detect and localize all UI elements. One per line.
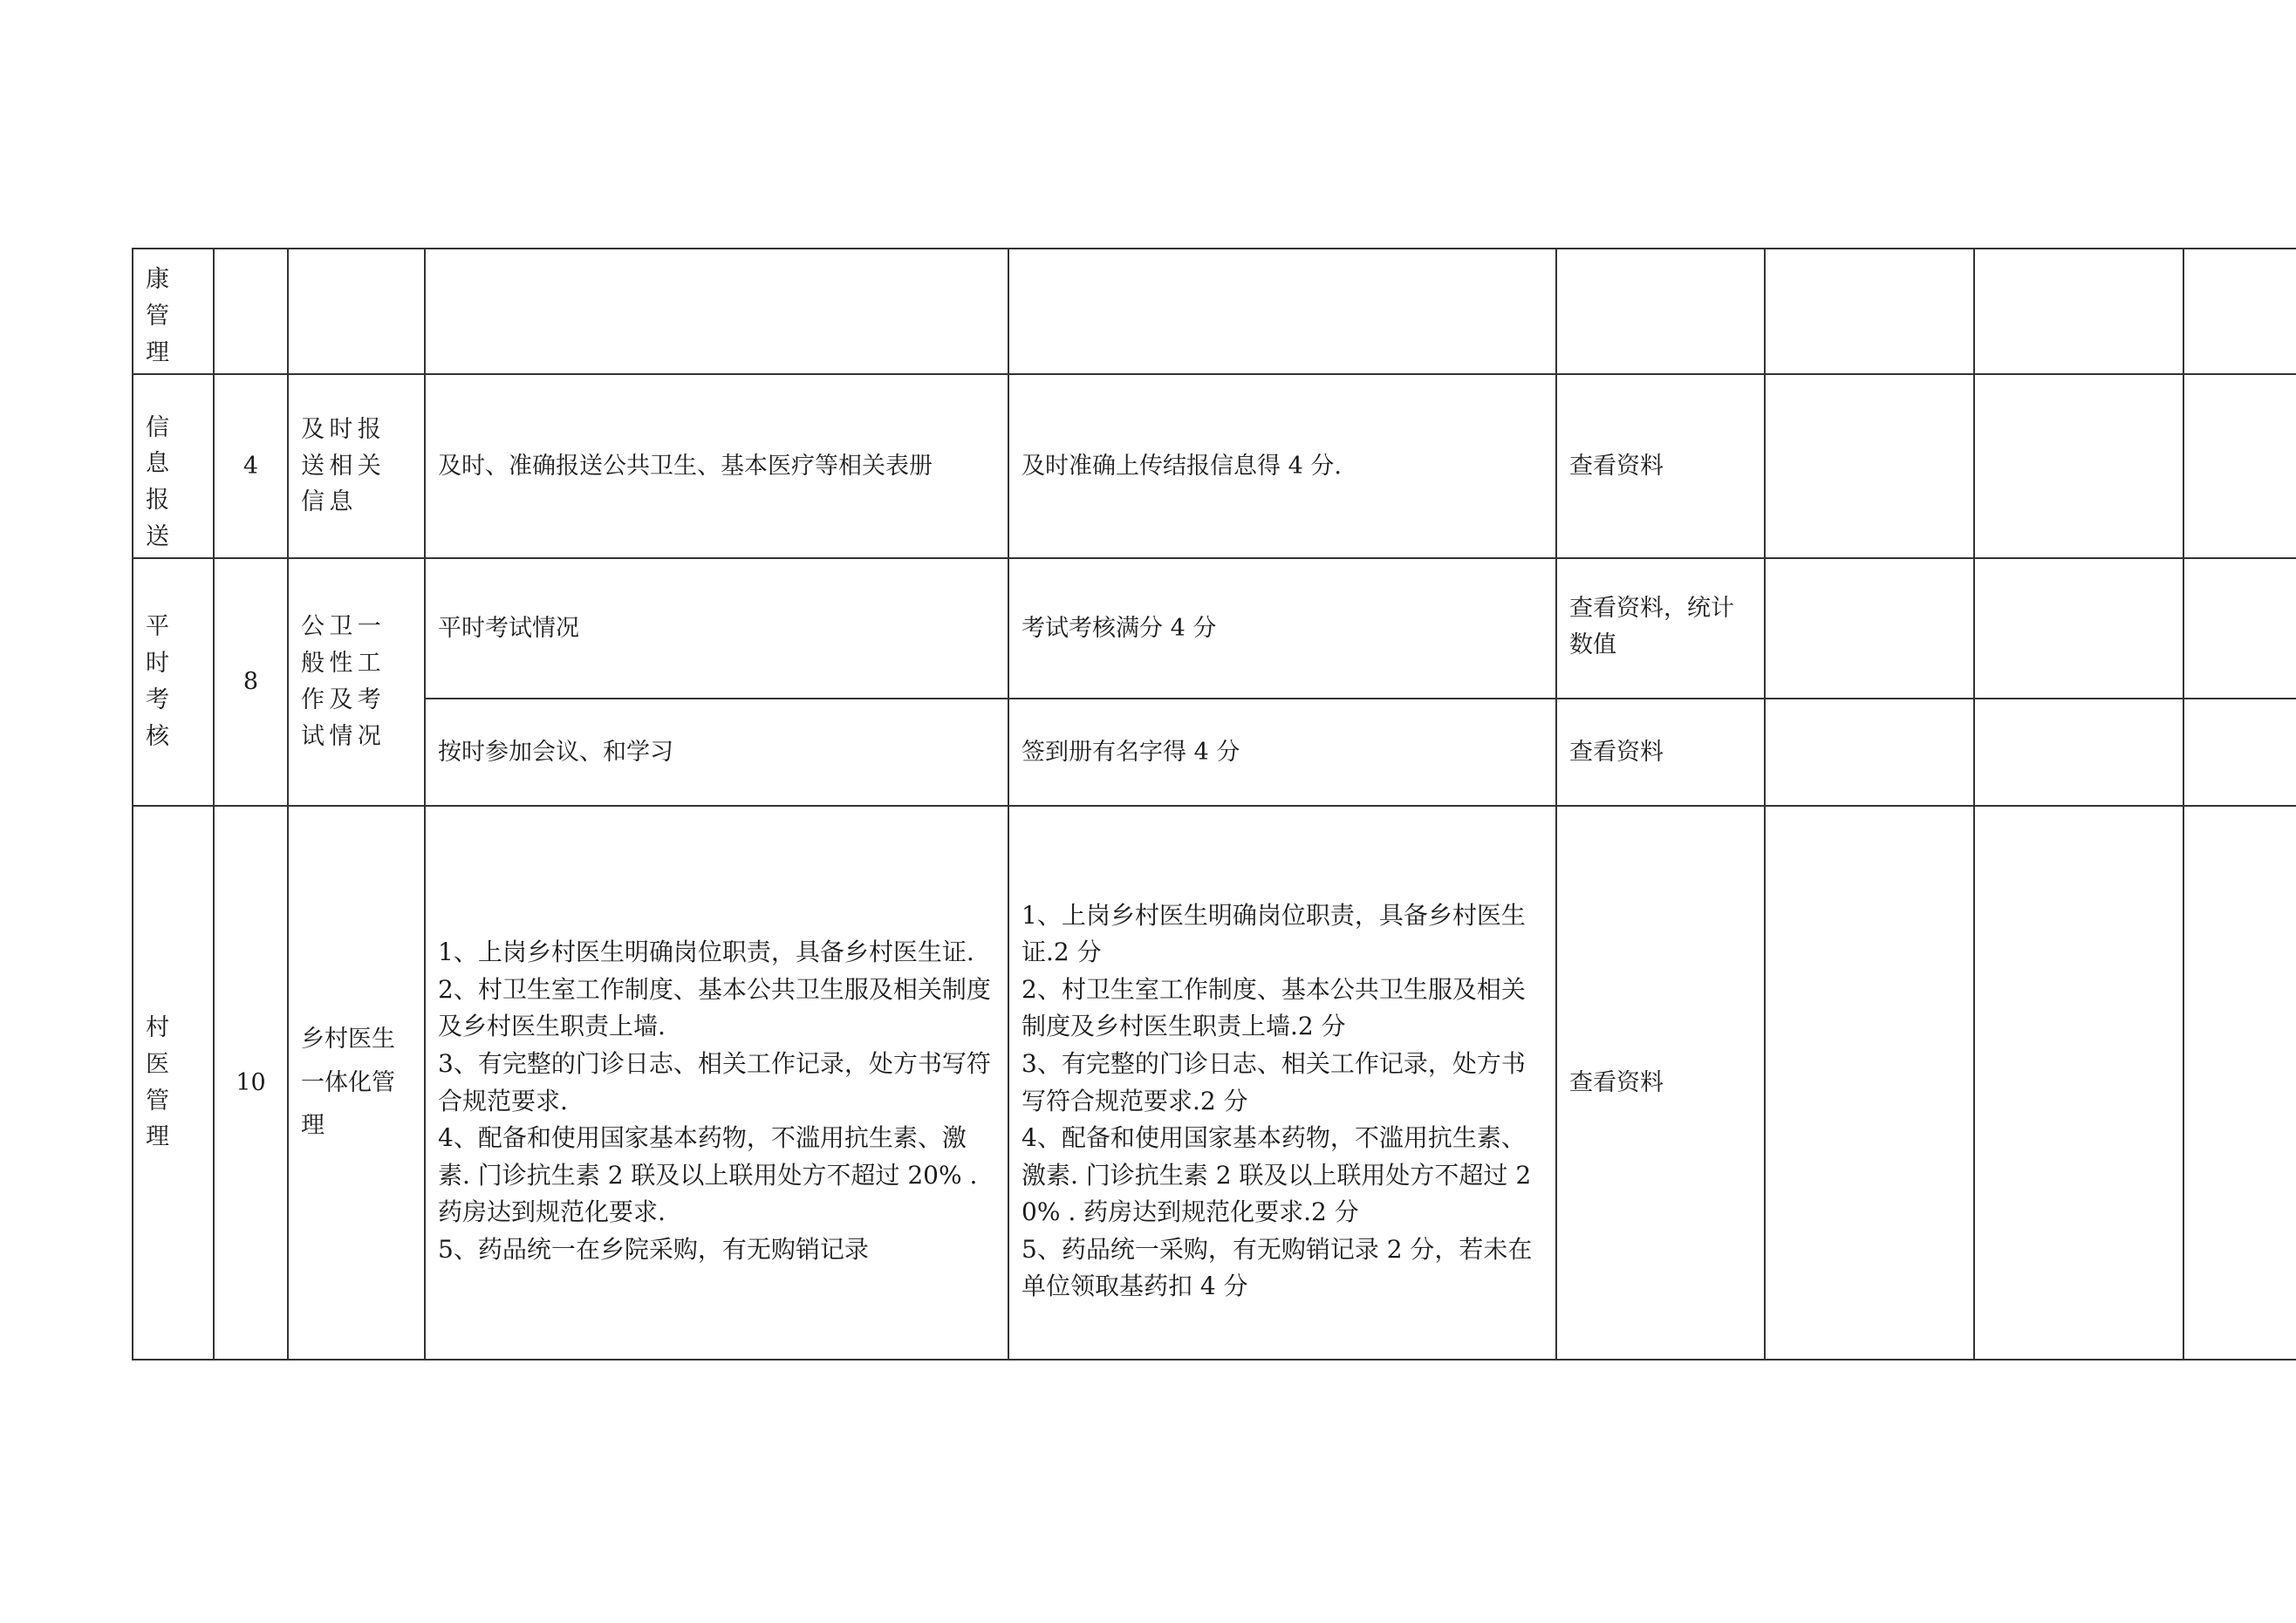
score-cell (214, 806, 288, 1360)
blank-cell (1765, 249, 1974, 374)
scoring-rule-cell (1008, 699, 1556, 806)
category-label: 康管理 (146, 266, 181, 367)
category-cell (133, 558, 214, 806)
scoring-rule-text: 1、上岗乡村医生明确岗位职责，具备乡村医生证.2 分 2、村卫生室工作制度、基本公共卫生服及相关制度及乡村医生职责上墙.2 分 3、有完整的门诊日志、相关工作记录，处方书写符合规范要求.2 分 4、配备和使用国家基本药物，不滥用抗生素、激素. 门诊抗生素 2 联及以上联用处方不超过 20% . 药房达到规范化要求.2 分 5、药品统一采购，有无购销记录 2 分，若未在单位领取基药扣 4 分 (1022, 900, 1533, 1301)
category-label: 信息报送 (146, 413, 181, 551)
standard-cell (425, 249, 1008, 374)
scoring-rule-cell (1008, 806, 1556, 1360)
standard-cell (425, 374, 1008, 558)
item-label: 及时报送相关信息 (301, 415, 386, 516)
blank-cell (1765, 374, 1974, 558)
blank-cell (2183, 249, 2296, 374)
item-label: 乡村医生一体化管理 (301, 1025, 395, 1140)
score-cell (214, 558, 288, 806)
standard-cell (425, 558, 1008, 699)
blank-cell (1974, 558, 2183, 699)
table-row (133, 374, 2296, 558)
assessment-table (132, 248, 2296, 1360)
blank-cell (2183, 374, 2296, 558)
table-row (133, 699, 2296, 806)
table-row (133, 249, 2296, 374)
standard-text: 及时、准确报送公共卫生、基本医疗等相关表册 (438, 452, 933, 480)
category-label: 平时考核 (146, 613, 181, 750)
standard-cell (425, 699, 1008, 806)
standard-text: 平时考试情况 (438, 614, 579, 642)
method-text: 查看资料 (1569, 452, 1664, 480)
score-cell (214, 374, 288, 558)
item-label: 公卫一般性工作及考试情况 (301, 613, 386, 750)
method-cell (1556, 558, 1765, 699)
scoring-rule-text: 考试考核满分 4 分 (1022, 614, 1217, 642)
blank-cell (1765, 699, 1974, 806)
table-row (133, 806, 2296, 1360)
item-cell (288, 374, 425, 558)
blank-cell (1974, 249, 2183, 374)
scoring-rule-text: 及时准确上传结报信息得 4 分. (1022, 452, 1342, 480)
category-label: 村医管理 (146, 1013, 181, 1151)
item-cell (288, 249, 425, 374)
score-cell (214, 249, 288, 374)
method-text: 查看资料 (1569, 1068, 1664, 1096)
item-cell (288, 806, 425, 1360)
blank-cell (1765, 806, 1974, 1360)
scoring-rule-text: 签到册有名字得 4 分 (1022, 738, 1240, 766)
standard-text: 按时参加会议、和学习 (438, 738, 673, 766)
score-value: 4 (243, 452, 259, 480)
scoring-rule-cell (1008, 374, 1556, 558)
table-row (133, 558, 2296, 699)
blank-cell (1974, 374, 2183, 558)
method-cell (1556, 699, 1765, 806)
score-value: 8 (243, 668, 259, 696)
method-text: 查看资料，统计数值 (1569, 595, 1734, 658)
item-cell (288, 558, 425, 806)
category-cell (133, 374, 214, 558)
score-value: 10 (236, 1068, 266, 1096)
method-cell (1556, 249, 1765, 374)
category-cell (133, 249, 214, 374)
method-text: 查看资料 (1569, 738, 1664, 766)
method-cell (1556, 374, 1765, 558)
blank-cell (2183, 699, 2296, 806)
blank-cell (1974, 806, 2183, 1360)
scoring-rule-cell (1008, 558, 1556, 699)
scoring-rule-cell (1008, 249, 1556, 374)
standard-text: 1、上岗乡村医生明确岗位职责，具备乡村医生证. 2、村卫生室工作制度、基本公共卫生服及相关制度及乡村医生职责上墙. 3、有完整的门诊日志、相关工作记录，处方书写符合规范要求. 4、配备和使用国家基本药物，不滥用抗生素、激素. 门诊抗生素 2 联及以上联用处方不超过 20% . 药房达到规范化要求. 5、药品统一在乡院采购，有无购销记录 (438, 938, 991, 1264)
blank-cell (2183, 806, 2296, 1360)
method-cell (1556, 806, 1765, 1360)
blank-cell (2183, 558, 2296, 699)
category-cell (133, 806, 214, 1360)
blank-cell (1974, 699, 2183, 806)
standard-cell (425, 806, 1008, 1360)
blank-cell (1765, 558, 1974, 699)
